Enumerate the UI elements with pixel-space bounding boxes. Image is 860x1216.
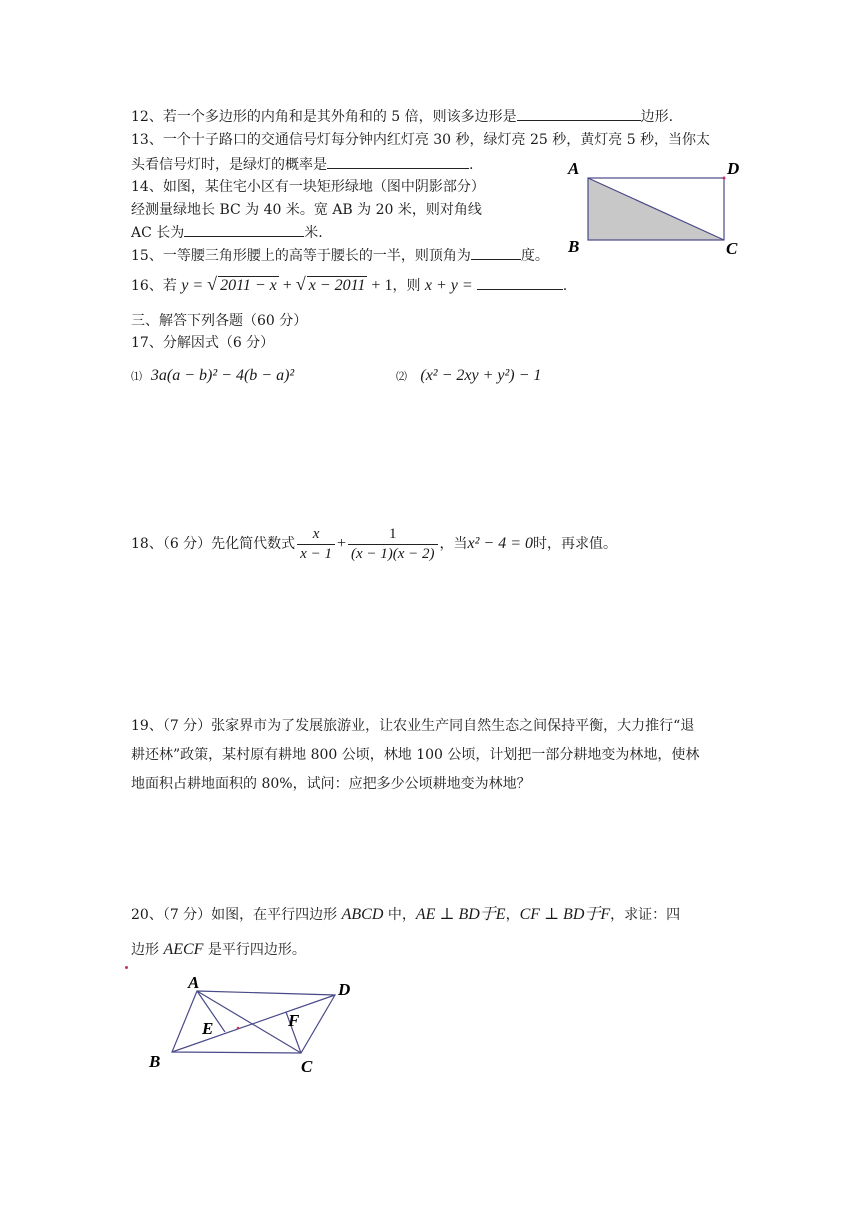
question-16: 16、若 y = √ 2011 − x + √ x − 2011 + 1，则 x + y = . [131,274,568,294]
question-19-line2: 耕还林”政策，某村原有耕地 800 公顷，林地 100 公顷，计划把一部分耕地变为林地，使林 [131,747,700,763]
answer-blank [517,106,641,121]
label-a: A [188,973,200,992]
question-19-line1: 19、（7 分）张家界市为了发展旅游业，让农业生产同自然生态之间保持平衡，大力推行“退 [131,718,695,734]
question-14-line1: 14、如图，某住宅小区有一块矩形绿地（图中阴影部分） [131,179,485,195]
question-20-line1: 20、（7 分）如图，在平行四边形 ABCD 中，AE ⊥ BD于E，CF ⊥ BD于F，求证：四 [131,906,681,923]
question-14-line2: 经测量绿地长 BC 为 40 米。宽 AB 为 20 米，则对角线 [131,202,482,218]
question-17-part2: ⑵ (x² − 2xy + y²) − 1 [396,367,542,384]
question-18: 18、（6 分）先化简代数式 $\frac{x}{x - 1}$ + $\frac{1}{(x - 1)(x - 2)}$ ，当x² − 4 = 0时，再求值。 [131,525,618,562]
label-a: A [568,159,580,178]
label-d: D [338,980,351,999]
answer-blank [327,154,469,169]
label-e: E [202,1019,214,1038]
answer-blank [471,245,521,260]
label-b: B [149,1052,161,1071]
question-15: 15、一等腰三角形腰上的高等于腰长的一半，则顶角为 度。 [131,245,549,266]
question-17-part1: ⑴ 3a(a − b)² − 4(b − a)² [131,367,295,384]
diagonal-bd [172,995,335,1052]
label-c: C [301,1057,313,1076]
label-b: B [568,237,580,256]
section-3-heading: 三、解答下列各题（60 分） [131,313,308,329]
parallelogram-figure [140,970,370,1080]
rectangle-figure [560,156,750,260]
answer-blank [184,222,304,237]
fraction-1: $\frac{x}{x - 1}$ [297,526,335,563]
fraction-2: $\frac{1}{(x - 1)(x - 2)}$ [348,526,438,563]
label-d: D [727,159,740,178]
question-17-title: 17、分解因式（6 分） [131,335,275,351]
stray-dot [125,966,128,969]
question-12: 12、若一个多边形的内角和是其外角和的 5 倍，则该多边形是 边形. [131,106,673,127]
question-14-line3: AC 长为 米. [131,222,323,243]
label-f: F [288,1011,300,1030]
question-13-line1: 13、一个十子路口的交通信号灯每分钟内红灯亮 30 秒，绿灯亮 25 秒，黄灯亮 5 秒，当你太 [131,132,711,148]
label-c: C [726,239,738,258]
question-20-line2: 边形 AECF 是平行四边形。 [131,941,306,958]
question-13-line2: 头看信号灯时，是绿灯的概率是 . [131,154,473,175]
question-19-line3: 地面积占耕地面积的 80%，试问：应把多少公顷耕地变为林地？ [131,776,531,792]
answer-blank [477,275,563,290]
